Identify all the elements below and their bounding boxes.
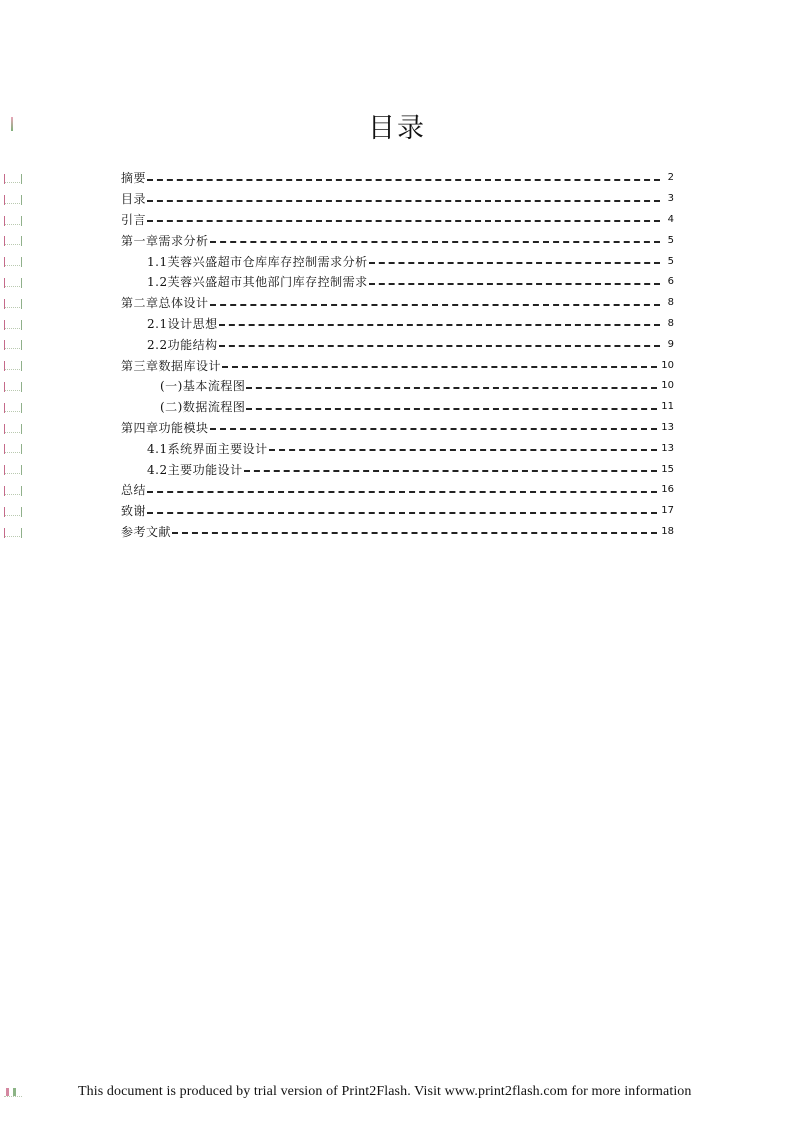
toc-leader — [147, 511, 657, 514]
table-of-contents — [0, 168, 794, 542]
toc-entry — [121, 230, 674, 251]
trial-watermark: This document is produced by trial version of Print2Flash. Visit www.print2flash.com for more information — [78, 1084, 692, 1099]
print2flash-logo-icon — [4, 1088, 22, 1097]
toc-page-number: 13 — [661, 421, 674, 433]
toc-label: 第三章数据库设计 — [121, 358, 222, 373]
toc-leader — [210, 240, 660, 243]
toc-label: 2.1设计思想 — [147, 316, 218, 331]
toc-row[interactable] — [0, 480, 794, 501]
toc-label: 第四章功能模块 — [121, 420, 209, 435]
revision-mark-icon — [4, 299, 22, 308]
toc-entry — [121, 480, 674, 501]
toc-entry — [160, 397, 674, 418]
revision-mark-icon — [4, 340, 22, 349]
toc-label: 引言 — [121, 212, 147, 227]
toc-row[interactable] — [0, 251, 794, 272]
toc-row[interactable] — [0, 355, 794, 376]
toc-leader — [246, 386, 657, 389]
toc-row[interactable] — [0, 459, 794, 480]
toc-page-number: 18 — [661, 525, 674, 537]
toc-entry — [121, 210, 674, 231]
toc-label: 参考文献 — [121, 524, 172, 539]
toc-label: 目录 — [121, 192, 147, 207]
revision-mark-icon — [4, 236, 22, 245]
toc-page-number: 5 — [667, 234, 674, 246]
toc-label: 第一章需求分析 — [121, 233, 209, 248]
toc-leader — [219, 323, 660, 326]
toc-page-number: 4 — [667, 213, 674, 225]
toc-entry — [147, 334, 674, 355]
toc-leader — [147, 178, 660, 181]
toc-leader — [244, 469, 658, 472]
revision-mark-icon — [4, 444, 22, 453]
toc-page-number: 16 — [661, 484, 674, 496]
toc-label: (二)数据流程图 — [160, 400, 246, 415]
toc-page-number: 6 — [667, 276, 674, 288]
toc-leader — [147, 219, 660, 222]
toc-leader — [269, 448, 658, 451]
toc-label: 4.2主要功能设计 — [147, 462, 243, 477]
toc-entry — [121, 501, 674, 522]
toc-entry — [147, 459, 674, 480]
toc-row[interactable] — [0, 334, 794, 355]
toc-row[interactable] — [0, 438, 794, 459]
toc-row[interactable] — [0, 418, 794, 439]
revision-mark-icon — [4, 382, 22, 391]
toc-page-number: 10 — [661, 359, 674, 371]
revision-mark-icon — [4, 216, 22, 225]
toc-label: 总结 — [121, 483, 147, 498]
toc-page-number: 3 — [667, 193, 674, 205]
toc-label: 1.1芙蓉兴盛超市仓库库存控制需求分析 — [147, 254, 368, 269]
toc-page-number: 11 — [661, 401, 674, 413]
toc-label: 1.2芙蓉兴盛超市其他部门库存控制需求 — [147, 275, 368, 290]
toc-label: 2.2功能结构 — [147, 337, 218, 352]
toc-row[interactable] — [0, 522, 794, 543]
toc-label: (一)基本流程图 — [160, 379, 246, 394]
toc-page-number: 13 — [661, 442, 674, 454]
toc-label: 摘要 — [121, 171, 147, 186]
toc-entry — [147, 272, 674, 293]
toc-page-number: 8 — [667, 297, 674, 309]
toc-page-number: 8 — [667, 317, 674, 329]
revision-mark-icon — [4, 361, 22, 370]
toc-page-number: 2 — [667, 172, 674, 184]
toc-entry — [121, 168, 674, 189]
revision-mark-icon — [4, 320, 22, 329]
page-title: 目录 — [368, 113, 426, 144]
toc-row[interactable] — [0, 376, 794, 397]
toc-entry — [121, 189, 674, 210]
toc-leader — [210, 427, 658, 430]
toc-entry — [160, 376, 674, 397]
toc-row[interactable] — [0, 230, 794, 251]
toc-label: 4.1系统界面主要设计 — [147, 441, 268, 456]
toc-leader — [369, 282, 660, 285]
revision-mark-icon — [4, 507, 22, 516]
toc-leader — [210, 303, 660, 306]
toc-page-number: 9 — [667, 338, 674, 350]
toc-entry — [121, 355, 674, 376]
revision-mark-icon — [4, 195, 22, 204]
revision-mark-icon — [4, 465, 22, 474]
toc-leader — [369, 261, 660, 264]
revision-mark-icon — [4, 486, 22, 495]
toc-entry — [147, 314, 674, 335]
toc-leader — [147, 199, 660, 202]
toc-leader — [172, 531, 657, 534]
toc-label: 第二章总体设计 — [121, 296, 209, 311]
revision-mark-icon — [4, 278, 22, 287]
toc-row[interactable] — [0, 272, 794, 293]
toc-row[interactable] — [0, 189, 794, 210]
toc-entry — [121, 522, 674, 543]
toc-entry — [147, 251, 674, 272]
revision-mark-icon — [4, 528, 22, 537]
revision-mark-icon — [4, 424, 22, 433]
toc-row[interactable] — [0, 397, 794, 418]
toc-row[interactable] — [0, 501, 794, 522]
toc-row[interactable] — [0, 168, 794, 189]
toc-page-number: 15 — [661, 463, 674, 475]
toc-row[interactable] — [0, 210, 794, 231]
toc-entry — [147, 438, 674, 459]
toc-page-number: 5 — [667, 255, 674, 267]
toc-leader — [147, 490, 657, 493]
toc-entry — [121, 293, 674, 314]
toc-page-number: 17 — [661, 505, 674, 517]
revision-mark-icon — [4, 174, 22, 183]
toc-row[interactable] — [0, 314, 794, 335]
toc-row[interactable] — [0, 293, 794, 314]
toc-page-number: 10 — [661, 380, 674, 392]
toc-leader — [222, 365, 657, 368]
toc-leader — [219, 344, 660, 347]
revision-mark-icon — [4, 257, 22, 266]
toc-entry — [121, 418, 674, 439]
toc-label: 致谢 — [121, 504, 147, 519]
revision-mark-icon — [4, 403, 22, 412]
toc-leader — [246, 407, 657, 410]
